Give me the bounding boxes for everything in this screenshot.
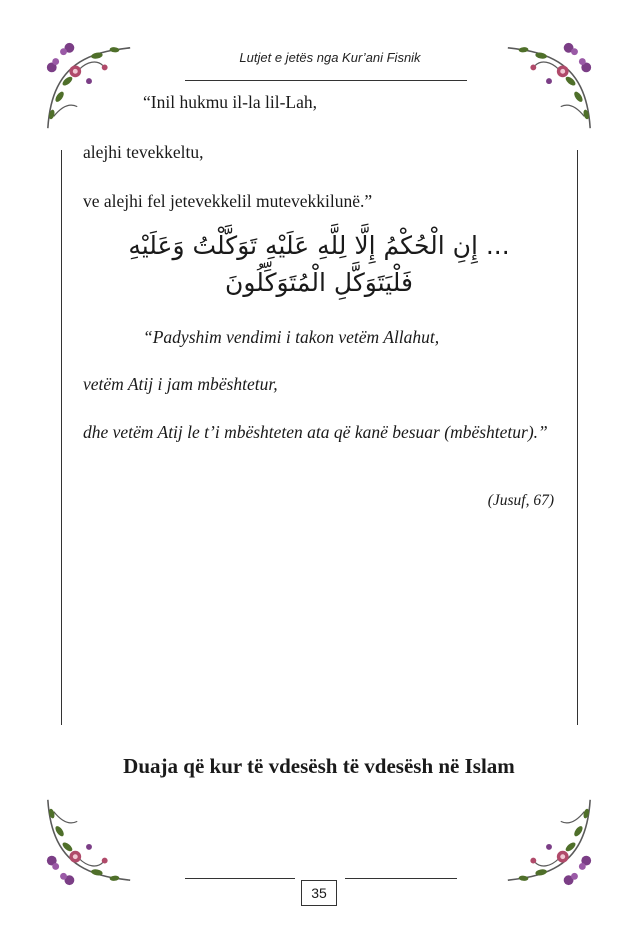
corner-ornament-top-left xyxy=(40,38,138,136)
corner-ornament-bottom-right xyxy=(500,792,598,890)
translation-line-3: dhe vetëm Atij le t’i mbështeten ata që kanë besuar (mbështetur).” xyxy=(83,422,548,442)
running-title: Lutjet e jetës nga Kur’ani Fisnik xyxy=(239,50,421,65)
transliteration-line-2: alejhi tevekkeltu, xyxy=(83,142,204,162)
footer-rule-right xyxy=(345,878,457,879)
corner-ornament-bottom-left xyxy=(40,792,138,890)
verse-source: (Jusuf, 67) xyxy=(487,492,554,509)
header-rule xyxy=(185,80,467,81)
transliteration-line-1: “Inil hukmu il-la lil-Lah, xyxy=(143,92,317,112)
frame-line-left xyxy=(61,150,62,725)
translation-line-1: “Padyshim vendimi i takon vetëm Allahut, xyxy=(143,327,440,347)
arabic-verse-line-1: ... إِنِ الْحُكْمُ إِلَّا لِلَّهِ عَلَيْهِ تَوَكَّلْتُ وَعَلَيْهِ xyxy=(128,231,510,260)
translation-line-2: vetëm Atij i jam mbështetur, xyxy=(83,374,278,394)
arabic-verse-line-2: فَلْيَتَوَكَّلِ الْمُتَوَكِّلُونَ xyxy=(225,268,413,297)
footer-rule-left xyxy=(185,878,295,879)
section-title: Duaja që kur të vdesësh të vdesësh në Islam xyxy=(123,754,515,778)
page-number: 35 xyxy=(301,880,337,906)
corner-ornament-top-right xyxy=(500,38,598,136)
transliteration-line-3: ve alejhi fel jetevekkelil mutevekkilunë.” xyxy=(83,191,373,211)
frame-line-right xyxy=(577,150,578,725)
